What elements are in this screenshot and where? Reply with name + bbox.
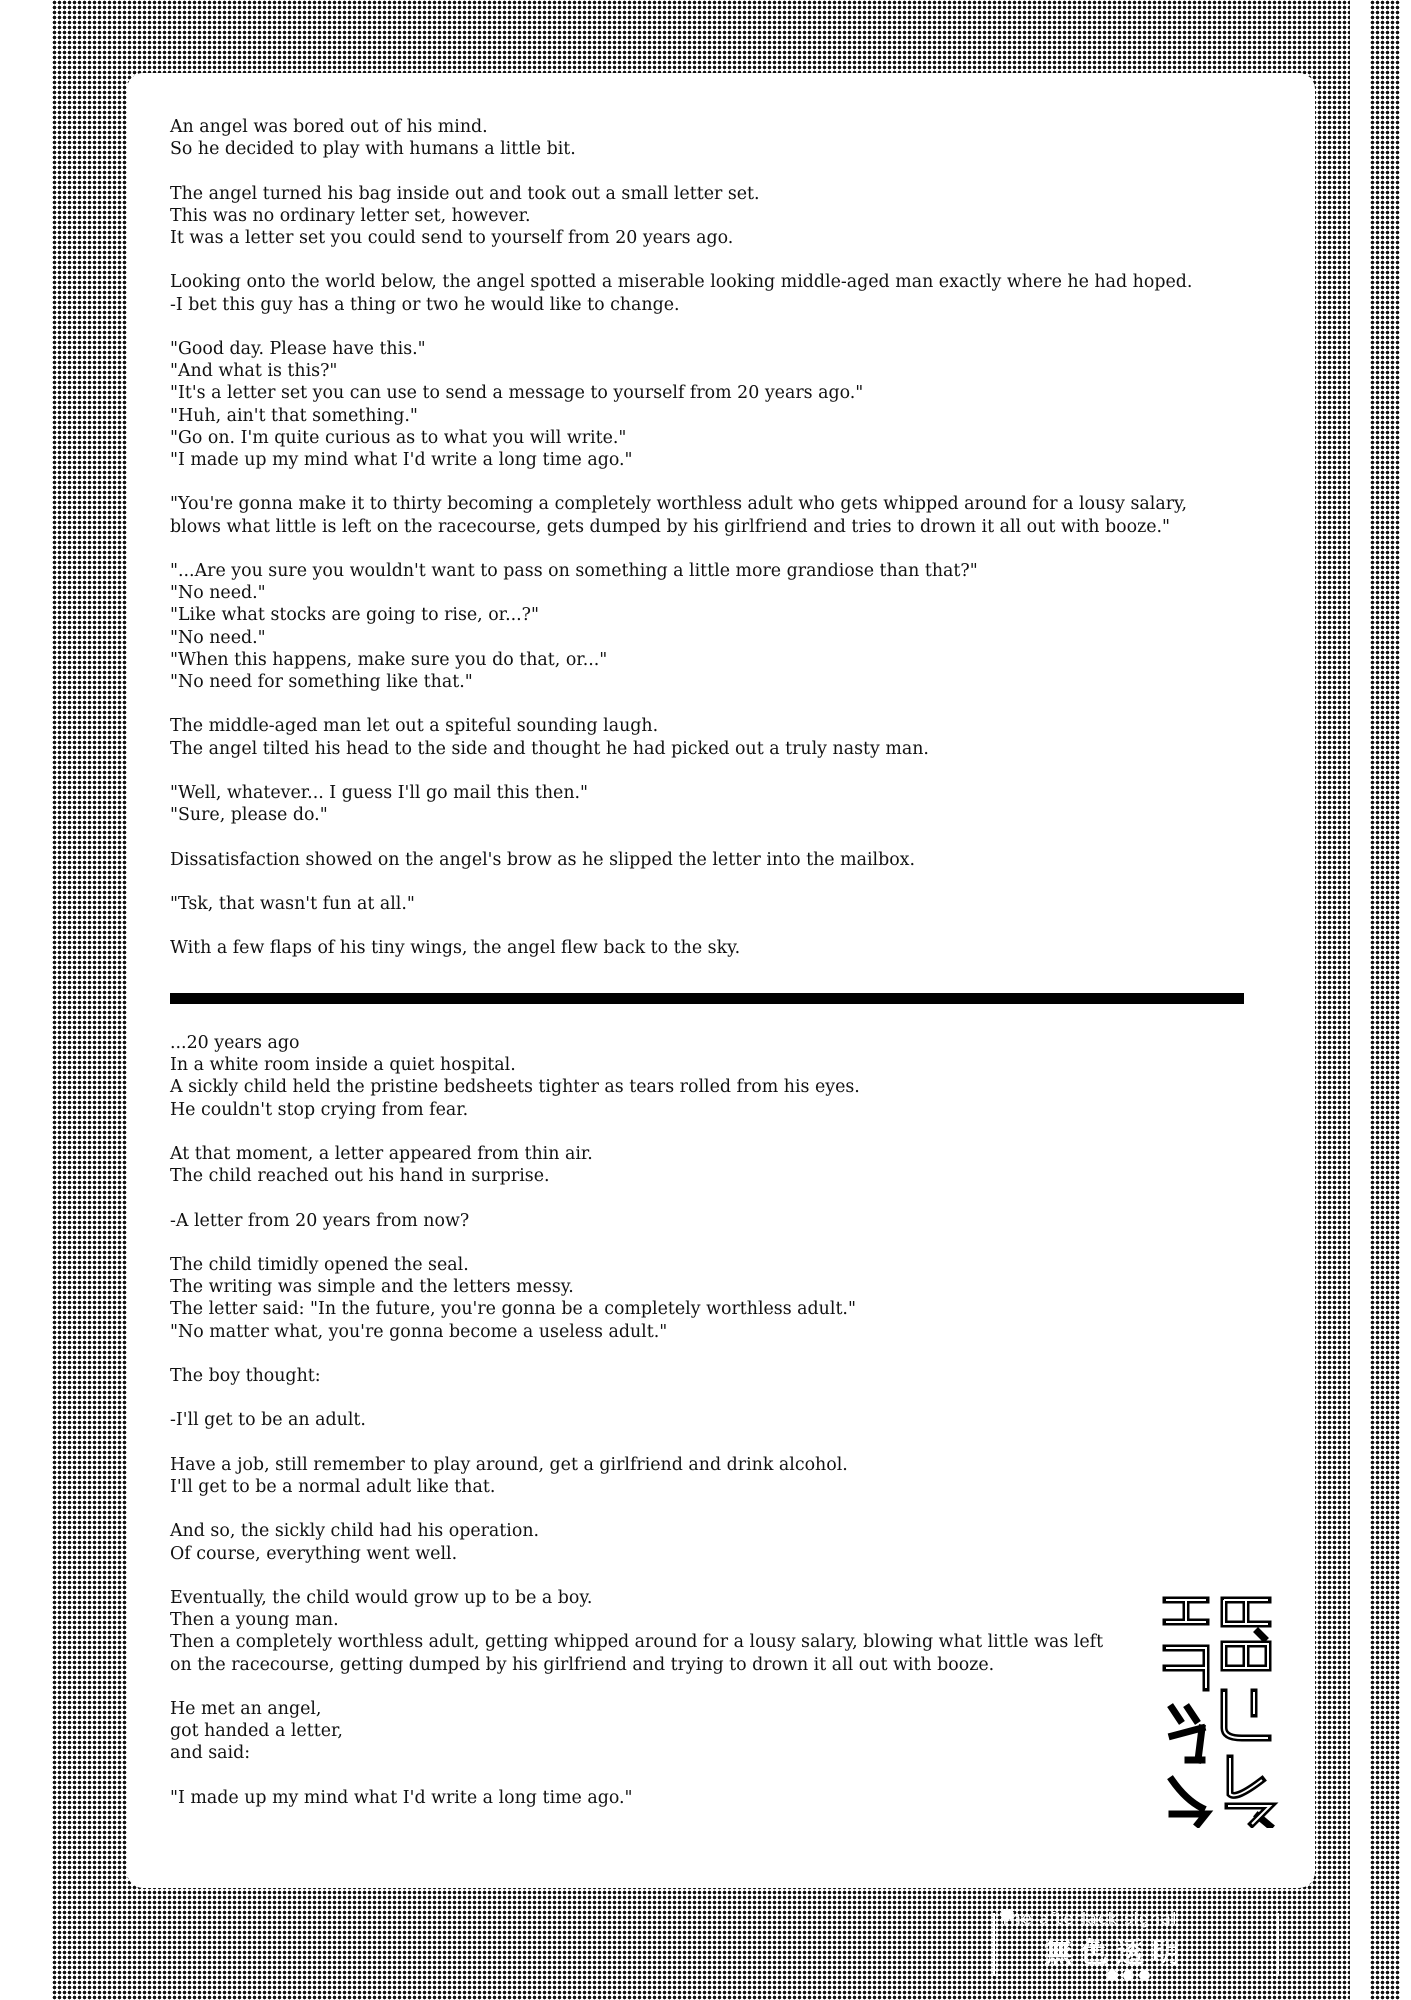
text-line: The child timidly opened the seal. <box>170 1254 469 1275</box>
text-line: The boy thought: <box>170 1365 321 1386</box>
text-line: The child reached out his hand in surprise. <box>170 1166 550 1187</box>
text-line: I'll get to be a normal adult like that. <box>170 1476 496 1497</box>
text-line: A sickly child held the pristine bedsheets tighter as tears rolled from his eyes. <box>170 1077 860 1098</box>
text-line: Have a job, still remember to play around, get a girlfriend and drink alcohol. <box>170 1454 848 1475</box>
text-line: "I made up my mind what I'd write a long time ago." <box>170 450 633 470</box>
circle-japanese-name: 無色透明 <box>1044 1936 1189 1969</box>
text-line: Looking onto the world below, the angel spotted a miserable looking middle-aged man exactly where he had hoped. <box>170 272 1193 293</box>
text-line: The angel tilted his head to the side and thought he had picked out a truly nasty man. <box>170 738 929 759</box>
paragraph <box>170 1587 1170 1676</box>
text-line: "Go on. I'm quite curious as to what you will write." <box>170 427 627 448</box>
text-line: "I made up my mind what I'd write a long time ago." <box>170 1787 633 1808</box>
paragraph <box>170 782 1170 826</box>
text-line: Eventually, the child would grow up to be a boy. <box>170 1587 593 1608</box>
text-line: "Huh, ain't that something." <box>170 405 418 426</box>
text-line: The angel turned his bag inside out and took out a small letter set. <box>170 183 760 204</box>
paragraph <box>170 271 1193 315</box>
paragraph <box>170 1254 1170 1343</box>
text-line: "And what is this?" <box>170 361 338 382</box>
text-line: "No matter what, you're gonna become a useless adult." <box>170 1321 668 1342</box>
text-line: got handed a letter, <box>170 1721 343 1742</box>
paragraph <box>170 1520 1170 1564</box>
text-line: He met an angel, <box>170 1698 322 1719</box>
text-line: This was no ordinary letter set, however. <box>170 205 531 226</box>
text-line: The writing was simple and the letters messy. <box>170 1277 574 1298</box>
paragraph <box>170 1409 1170 1431</box>
text-line: -A letter from 20 years from now? <box>170 1210 470 1231</box>
text-line: With a few flaps of his tiny wings, the angel flew back to the sky. <box>170 938 741 959</box>
left-halftone-border <box>52 0 72 2000</box>
text-line: Then a completely worthless adult, getting whipped around for a lousy salary, blowing what little was left <box>170 1632 1104 1653</box>
section-divider <box>170 993 1244 1004</box>
credit-dots: ●●● <box>1106 1967 1155 1983</box>
text-line: "Tsk, that wasn't fun at all." <box>170 893 415 914</box>
text-line: "Sure, please do." <box>170 805 328 826</box>
text-line: He couldn't stop crying from fear. <box>170 1099 469 1120</box>
paragraph <box>170 1210 1170 1232</box>
text-line: Then a young man. <box>170 1610 339 1631</box>
paragraph <box>170 937 1170 959</box>
text-line: "It's a letter set you can use to send a message to yourself from 20 years ago." <box>170 383 864 404</box>
paragraph <box>170 1698 1170 1765</box>
text-line: on the racecourse, getting dumped by his girlfriend and trying to drown it all out with booze. <box>170 1654 995 1675</box>
text-line: "No need." <box>170 627 266 648</box>
circle-credit <box>988 1905 1284 1987</box>
page-edge <box>0 0 52 2000</box>
paragraph <box>170 715 1170 759</box>
paragraph <box>170 849 1170 871</box>
text-line: blows what little is left on the racecourse, gets dumped by his girlfriend and tries to drown it all out with booze." <box>170 516 1171 537</box>
paragraph <box>170 1787 1170 1809</box>
paragraph <box>170 893 1170 915</box>
paragraph <box>170 1365 1170 1387</box>
paragraph <box>170 560 1170 693</box>
story-part-two <box>170 1032 1170 1831</box>
text-line: At that moment, a letter appeared from thin air. <box>170 1144 593 1164</box>
text-line: The middle-aged man let out a spiteful sounding laugh. <box>170 716 659 737</box>
paragraph <box>170 1143 1170 1187</box>
paragraph <box>170 338 1170 471</box>
text-line: So he decided to play with humans a little bit. <box>170 139 576 160</box>
text-line: The letter said: "In the future, you're gonna be a completely worthless adult." <box>170 1299 856 1320</box>
text-line: "Like what stocks are going to rise, or...?" <box>170 605 539 626</box>
text-line: And so, the sickly child had his operation. <box>170 1521 540 1542</box>
text-line: Of course, everything went well. <box>170 1543 458 1564</box>
text-line: "...Are you sure you wouldn't want to pass on something a little more grandiose than that?" <box>170 560 978 581</box>
paragraph <box>170 1454 1170 1498</box>
text-line: "You're gonna make it to thirty becoming a completely worthless adult who gets whipped around for a lousy salary, <box>170 494 1188 515</box>
paragraph <box>170 493 1188 537</box>
text-line: "No need." <box>170 583 266 604</box>
right-halftone-strip <box>1370 0 1400 2000</box>
text-line: ...20 years ago <box>170 1033 300 1053</box>
text-line: In a white room inside a quiet hospital. <box>170 1055 516 1076</box>
paragraph <box>170 116 1170 160</box>
paragraph <box>170 183 1170 250</box>
title-logo <box>1158 1588 1284 1828</box>
text-line: It was a letter set you could send to yourself from 20 years ago. <box>170 228 734 248</box>
text-line: and said: <box>170 1743 251 1764</box>
story-part-one <box>170 116 1193 982</box>
text-line: -I bet this guy has a thing or two he would like to change. <box>170 294 680 315</box>
paragraph <box>170 1032 1170 1121</box>
text-line: "No need for something like that." <box>170 672 473 692</box>
text-line: "When this happens, make sure you do that, or..." <box>170 649 608 670</box>
text-line: "Good day. Please have this." <box>170 338 426 359</box>
circle-name: The afterlack signal <box>1000 1909 1178 1928</box>
text-line: "Well, whatever... I guess I'll go mail this then." <box>170 782 589 803</box>
text-line: Dissatisfaction showed on the angel's brow as he slipped the letter into the mailbox. <box>170 849 916 870</box>
text-line: -I'll get to be an adult. <box>170 1410 366 1431</box>
text-line: An angel was bored out of his mind. <box>170 117 488 137</box>
